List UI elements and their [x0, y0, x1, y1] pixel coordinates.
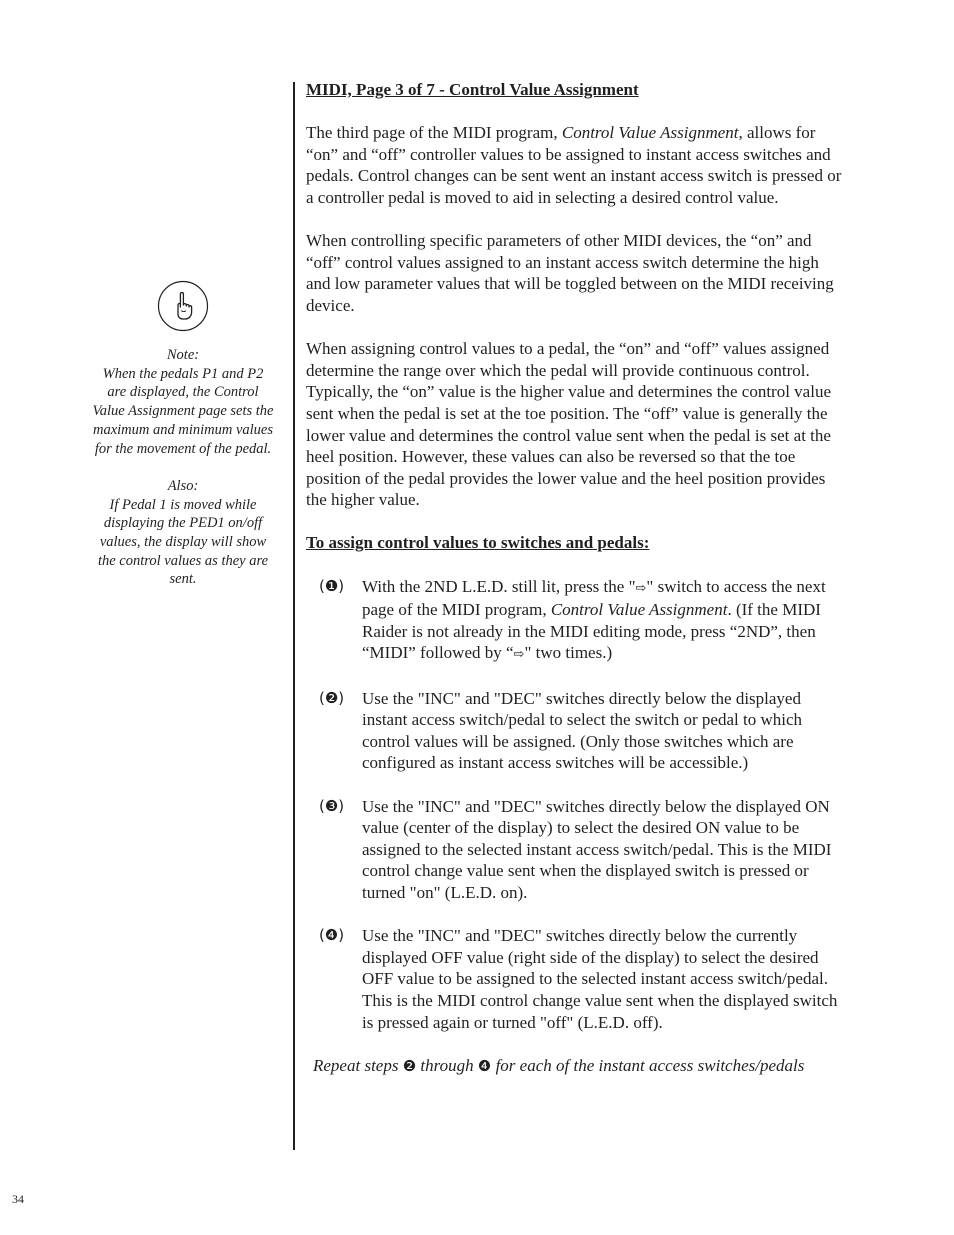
- also-line: the control values as they are: [97, 552, 269, 569]
- right-arrow-icon: ⇨: [513, 647, 525, 663]
- note-line: for the movement of the pedal.: [94, 440, 272, 457]
- sidebar-note: [80, 280, 286, 589]
- paragraph-midi-devices: When controlling specific parameters of other MIDI devices, the “on” and “off” control values assigned to an instant access switch determine the high and low parameter values that will be toggled between on the MIDI receiving device.: [306, 231, 834, 315]
- step-number: (❸): [319, 796, 345, 815]
- note-line: When the pedals P1 and P2: [102, 365, 264, 382]
- step-text: Use the "INC" and "DEC" switches directly below the displayed instant access switch/pedal to select the switch or pedal to which control values will be assigned. (Only those switches which are configured as instant access switches will be accessible.): [362, 688, 802, 773]
- step-number: (❹): [319, 926, 345, 945]
- note-line: are displayed, the Control: [107, 384, 259, 401]
- step-number: (❷): [319, 688, 345, 707]
- intro-paragraph: The third page of the MIDI program, Control Value Assignment, allows for “on” and “off” controller values to be assigned to instant access switches and pedals. Control changes can be sent went an instant access switch is pressed or a controller pedal is moved to aid in selecting a desired control value.: [306, 123, 842, 207]
- page-number: 34: [12, 1192, 24, 1206]
- note-line: Value Assignment page sets the: [92, 403, 274, 420]
- step-item: (❶) With the 2ND L.E.D. still lit, press the "⇨" switch to access the next page of the MIDI program, Control Value Assignment. (If the MIDI Raider is not already in the MIDI editing mode, press “2ND”, then “MIDI” followed by “⇨" two times.): [319, 576, 826, 663]
- column-divider: [293, 82, 295, 1150]
- also-line: Also:: [167, 477, 199, 494]
- step-item: [306, 925, 842, 1033]
- right-arrow-icon: ⇨: [635, 580, 647, 596]
- also-line: values, the display will show: [99, 534, 267, 551]
- note-line: Note:: [166, 347, 200, 363]
- also-line: If Pedal 1 is moved while: [109, 496, 257, 513]
- paragraph-pedal-values: When assigning control values to a pedal, the “on” and “off” values assigned determine the range over which the pedal will provide continuous control. Typically, the “on” value is the higher value and determines the control value sent when the pedal is set at the toe position. The “off” value is generally the lower value and determines the control value sent when the pedal is set at the heel position. However, these values can also be reversed so that the toe position of the pedal provides the lower value and the heel position provides the higher value.: [306, 339, 831, 510]
- step-number: (❶): [319, 576, 345, 595]
- main-content: [306, 79, 842, 1077]
- note-line: maximum and minimum values: [92, 421, 274, 438]
- step-item: [306, 688, 842, 774]
- step-item: [306, 796, 842, 904]
- repeat-note: Repeat steps ❷ through ❹ for each of the instant access switches/pedals: [313, 1055, 805, 1075]
- instructions-heading: To assign control values to switches and pedals:: [306, 533, 650, 553]
- also-line: displaying the PED1 on/off: [103, 515, 263, 532]
- pointing-hand-icon: [157, 280, 209, 332]
- step-text: Use the "INC" and "DEC" switches directly below the currently displayed OFF value (right side of the display) to select the desired OFF value to be assigned to the selected instant access switch/pedal. This is the MIDI control change value sent when the displayed switch is pressed again or turned "off" (L.E.D. off).: [362, 926, 838, 1032]
- step-text: Use the "INC" and "DEC" switches directly below the displayed ON value (center of the display) to select the desired ON value to be assigned to the selected instant access switch/pedal. This is the MIDI control change value sent when the displayed switch is pressed or turned "on" (L.E.D. on).: [362, 796, 832, 902]
- page-heading: MIDI, Page 3 of 7 - Control Value Assignment: [306, 80, 639, 99]
- also-line: sent.: [169, 571, 197, 588]
